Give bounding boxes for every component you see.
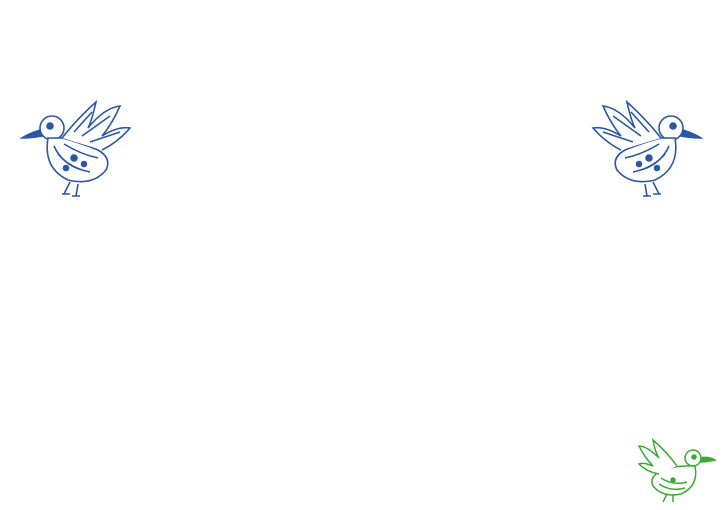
folk-bird-green-icon <box>637 438 717 504</box>
folk-bird-left-icon <box>18 98 138 198</box>
folk-bird-right-icon <box>585 98 705 198</box>
